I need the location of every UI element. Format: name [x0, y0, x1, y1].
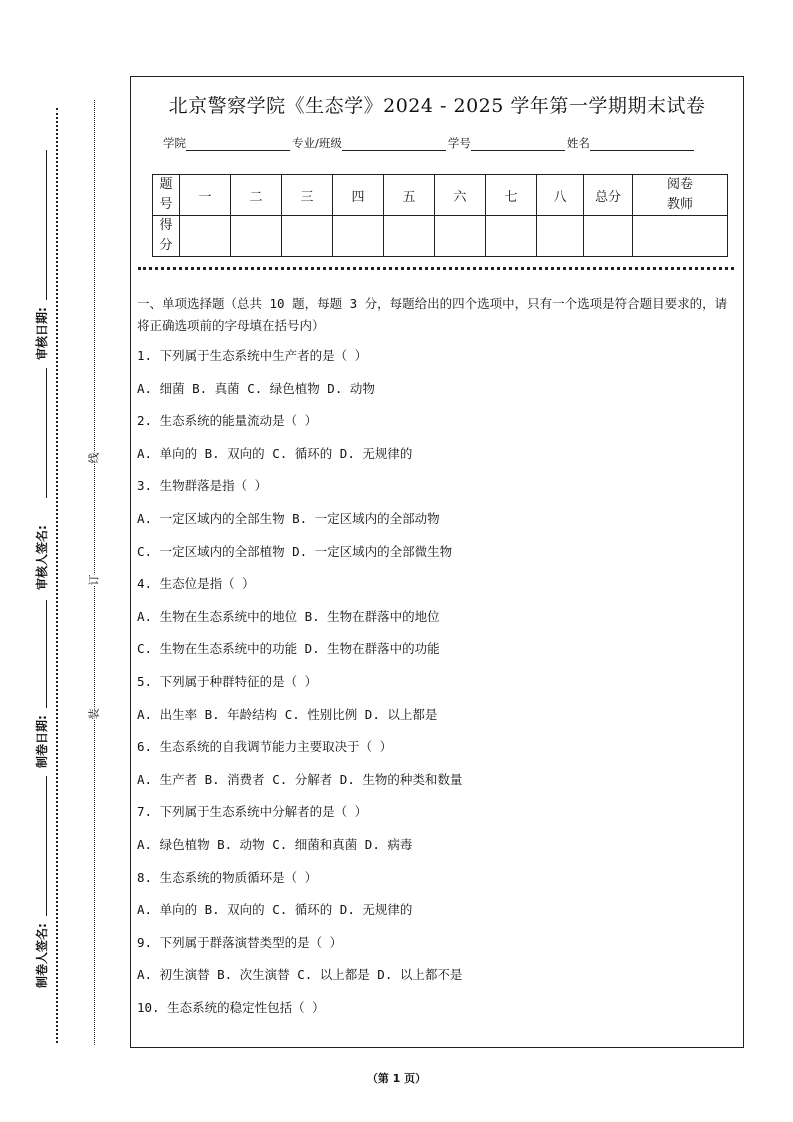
option-line: A. 绿色植物 B. 动物 C. 细菌和真菌 D. 病毒: [137, 836, 413, 852]
score-cell-reviewer[interactable]: [633, 216, 728, 257]
col-header-2: 二: [231, 175, 282, 216]
row-header-score: [153, 216, 180, 257]
col-header-5: 五: [384, 175, 435, 216]
question-line: 6. 生态系统的自我调节能力主要取决于（ ）: [137, 739, 393, 755]
student-info-row: [163, 135, 696, 151]
binding-char-zhuang: 装: [87, 708, 101, 720]
col-header-total: 总分: [584, 175, 633, 216]
section-1-intro: 一、单项选择题（总共 10 题，每题 3 分，每题给出的四个选项中，只有一个选项是符合题目要求的，请将正确选项前的字母填在括号内）: [137, 296, 728, 333]
score-cell-total[interactable]: [584, 216, 633, 257]
field-major-label: 专业/班级: [292, 136, 342, 150]
question-line: 1. 下列属于生态系统中生产者的是（ ）: [137, 348, 368, 363]
score-cell-4[interactable]: [333, 216, 384, 257]
review-date-line: [46, 150, 47, 300]
reviewer-label-2: 教师: [666, 197, 693, 212]
field-student-id-label: 学号: [447, 136, 471, 150]
score-cell-5[interactable]: [384, 216, 435, 257]
option-line: A. 生物在生态系统中的地位 B. 生物在群落中的地位: [137, 608, 440, 624]
option-line: A. 初生演替 B. 次生演替 C. 以上都是 D. 以上都不是: [137, 967, 463, 983]
reviewer-sign-line: [46, 368, 47, 498]
option-line: C. 一定区域内的全部植物 D. 一定区域内的全部微生物: [137, 543, 453, 559]
score-cell-6[interactable]: [435, 216, 486, 257]
score-cell-7[interactable]: [486, 216, 537, 257]
col-header-4: 四: [333, 175, 384, 216]
field-college-blank[interactable]: [186, 138, 290, 151]
score-label: 得分: [159, 218, 173, 253]
col-header-7: 七: [486, 175, 537, 216]
col-header-6: 六: [435, 175, 486, 216]
left-dotted-line: [56, 108, 58, 1043]
made-date-line: [46, 600, 47, 708]
col-header-reviewer: [633, 175, 728, 216]
col-header-3: 三: [282, 175, 333, 216]
option-line: C. 生物在生态系统中的功能 D. 生物在群落中的功能: [137, 641, 440, 657]
section-1: [137, 293, 737, 1029]
exam-frame: [130, 76, 744, 1048]
option-line: A. 出生率 B. 年龄结构 C. 性别比例 D. 以上都是: [137, 706, 438, 722]
score-cell-3[interactable]: [282, 216, 333, 257]
score-cell-2[interactable]: [231, 216, 282, 257]
field-college-label: 学院: [163, 136, 186, 150]
score-table: [152, 174, 728, 257]
option-line: A. 单向的 B. 双向的 C. 循环的 D. 无规律的: [137, 445, 413, 461]
score-cell-1[interactable]: [180, 216, 231, 257]
question-line: 4. 生态位是指（ ）: [137, 576, 255, 592]
reviewer-label-1: 阅卷: [666, 177, 693, 192]
option-line: A. 一定区域内的全部生物 B. 一定区域内的全部动物: [137, 510, 440, 526]
row-header-question: [153, 175, 180, 216]
question-number-label: 题号: [159, 177, 173, 212]
option-line: A. 单向的 B. 双向的 C. 循环的 D. 无规律的: [137, 902, 413, 918]
question-line: 5. 下列属于种群特征的是（ ）: [137, 673, 318, 689]
option-line: A. 生产者 B. 消费者 C. 分解者 D. 生物的种类和数量: [137, 771, 463, 787]
field-student-id-blank[interactable]: [471, 138, 565, 151]
maker-sign-line: [46, 776, 47, 916]
field-name-label: 姓名: [566, 136, 590, 150]
binding-char-ding: 订: [87, 574, 101, 586]
col-header-1: 一: [180, 175, 231, 216]
question-line: 2. 生态系统的能量流动是（ ）: [137, 413, 318, 429]
exam-title: 北京警察学院《生态学》2024 - 2025 学年第一学期期末试卷: [168, 95, 706, 117]
col-header-8: 八: [537, 175, 584, 216]
option-line: A. 细菌 B. 真菌 C. 绿色植物 D. 动物: [137, 380, 375, 396]
question-line: 8. 生态系统的物质循环是（ ）: [137, 869, 318, 885]
binding-dotted-line: [94, 100, 95, 1045]
made-date-label: 制卷日期:: [35, 715, 49, 768]
binding-char-xian: 线: [87, 452, 101, 464]
dotted-separator: [138, 267, 734, 270]
reviewer-sign-label: 审核人签名:: [35, 525, 49, 590]
question-line: 3. 生物群落是指（ ）: [137, 478, 268, 494]
field-name-blank[interactable]: [590, 138, 694, 151]
question-line: 9. 下列属于群落演替类型的是（ ）: [137, 934, 343, 950]
question-line: 10. 生态系统的稳定性包括（ ）: [137, 999, 325, 1015]
question-line: 7. 下列属于生态系统中分解者的是（ ）: [137, 804, 368, 820]
review-date-label: 审核日期:: [35, 307, 49, 360]
maker-sign-label: 制卷人签名:: [35, 923, 49, 988]
page-number: （第 1 页）: [366, 1072, 427, 1085]
field-major-blank[interactable]: [342, 138, 446, 151]
score-cell-8[interactable]: [537, 216, 584, 257]
